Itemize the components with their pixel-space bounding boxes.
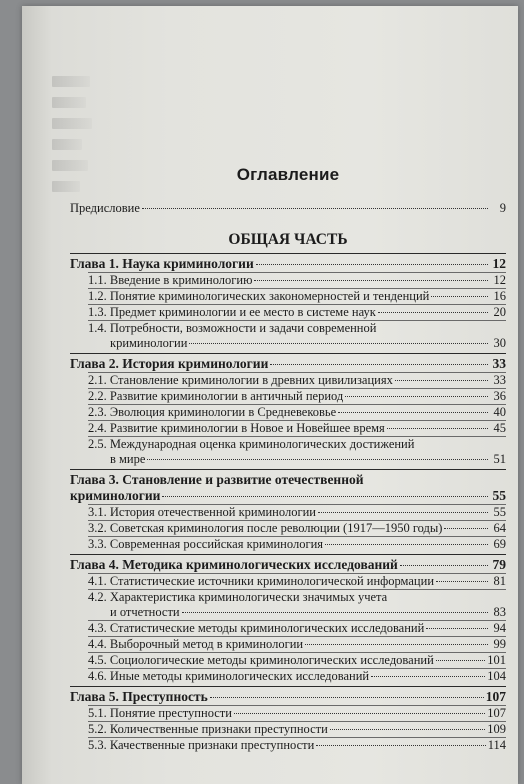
dot-leader: [426, 628, 488, 629]
chapter-page: 33: [492, 356, 506, 371]
section-title-line: [88, 653, 506, 668]
section-page: 30: [493, 336, 506, 350]
toc-section: [88, 304, 506, 320]
chapter-title-line: [70, 557, 506, 573]
section-title: 4.3. Статистические методы криминологических исследований: [88, 621, 425, 635]
section-title: 2.3. Эволюция криминологии в Средневековье: [88, 405, 337, 419]
section-title: 5.1. Понятие преступности: [88, 706, 232, 720]
toc-section: [88, 420, 506, 436]
toc-chapter: [70, 554, 506, 573]
section-page: 12: [493, 273, 506, 287]
section-page: 45: [493, 421, 506, 435]
dot-leader: [436, 581, 488, 582]
section-title-line: [88, 421, 506, 436]
section-title-line: [88, 336, 506, 351]
section-title: и отчетности: [110, 605, 180, 619]
chapter-title: Глава 3. Становление и развитие отечественной: [70, 472, 364, 487]
section-title: 4.6. Иные методы криминологических исследований: [88, 669, 370, 683]
toc-section: [88, 636, 506, 652]
dot-leader: [338, 412, 488, 413]
dot-leader: [147, 459, 488, 460]
toc-section: [88, 272, 506, 288]
toc-section: [88, 504, 506, 520]
toc-section: [88, 320, 506, 351]
section-title: 2.4. Развитие криминологии в Новое и Новейшее время: [88, 421, 385, 435]
section-page: 16: [493, 289, 506, 303]
section-page: 94: [493, 621, 506, 635]
dot-leader: [254, 280, 488, 281]
section-title-line: [88, 273, 506, 288]
section-page: 33: [493, 373, 506, 387]
dot-leader: [316, 745, 485, 746]
dot-leader: [162, 496, 488, 497]
section-title: 4.1. Статистические источники криминологической информации: [88, 574, 435, 588]
toc-chapter: [70, 353, 506, 372]
section-page: 69: [493, 537, 506, 551]
section-title: 4.2. Характеристика криминологически значимых учета: [88, 590, 388, 604]
dot-leader: [234, 713, 485, 714]
section-page: 81: [493, 574, 506, 588]
chapter-title-line: [70, 488, 506, 504]
section-title-line: [88, 452, 506, 467]
toc-section: [88, 372, 506, 388]
section-page: 40: [493, 405, 506, 419]
dot-leader: [325, 544, 488, 545]
chapter-title: криминологии: [70, 488, 161, 503]
dot-leader: [378, 312, 488, 313]
section-title-line: [88, 621, 506, 636]
section-title-line: [88, 305, 506, 320]
section-title: 1.4. Потребности, возможности и задачи современной: [88, 321, 377, 335]
toc-section: [88, 721, 506, 737]
section-title: 2.2. Развитие криминологии в античный период: [88, 389, 344, 403]
section-title: 2.1. Становление криминологии в древних цивилизациях: [88, 373, 393, 387]
section-page: 101: [487, 653, 506, 667]
toc-section: [88, 573, 506, 589]
section-title-line: [88, 389, 506, 404]
section-page: 99: [493, 637, 506, 651]
dot-leader: [189, 343, 488, 344]
toc-section: [88, 288, 506, 304]
chapter-title: Глава 4. Методика криминологических исследований: [70, 557, 398, 572]
toc-section: [88, 388, 506, 404]
dot-leader: [318, 512, 488, 513]
section-page: 51: [493, 452, 506, 466]
section-page: 104: [487, 669, 506, 683]
section-title: 4.5. Социологические методы криминологических исследований: [88, 653, 434, 667]
chapter-page: 107: [485, 689, 506, 704]
section-title: 1.3. Предмет криминологии и ее место в системе наук: [88, 305, 376, 319]
toc-section: [88, 668, 506, 684]
section-title: 1.1. Введение в криминологию: [88, 273, 253, 287]
book-page: [22, 6, 518, 784]
section-title-line: [88, 537, 506, 552]
dot-leader: [182, 612, 488, 613]
section-title-line: [88, 738, 506, 753]
toc-section: [88, 620, 506, 636]
toc-section: [88, 652, 506, 668]
dot-leader: [256, 264, 488, 265]
toc-entry-preface: [70, 201, 506, 216]
section-title-line: [88, 289, 506, 304]
section-title-line: [88, 574, 506, 589]
toc-section: [88, 705, 506, 721]
toc-section: [88, 536, 506, 552]
toc-section: [88, 404, 506, 420]
section-page: 20: [493, 305, 506, 319]
section-title-line: [88, 669, 506, 684]
dot-leader: [345, 396, 488, 397]
section-title-line: [88, 605, 506, 620]
section-title-line: [88, 405, 506, 420]
chapter-list: [70, 253, 506, 753]
section-title: 3.2. Советская криминология после революции (1917—1950 годы): [88, 521, 443, 535]
dot-leader: [395, 380, 488, 381]
section-page: 64: [493, 521, 506, 535]
section-title: 3.3. Современная российская криминология: [88, 537, 324, 551]
chapter-title: Глава 5. Преступность: [70, 689, 208, 704]
preface-page: 9: [499, 201, 506, 215]
toc-chapter: [70, 686, 506, 705]
section-title-line: [88, 373, 506, 388]
section-title: 3.1. История отечественной криминологии: [88, 505, 316, 519]
dot-leader: [431, 296, 488, 297]
section-title: 4.4. Выборочный метод в криминологии: [88, 637, 304, 651]
dot-leader: [444, 528, 488, 529]
section-page: 55: [493, 505, 506, 519]
section-page: 107: [487, 706, 506, 720]
section-title-line: [88, 637, 506, 652]
toc-section: [88, 737, 506, 753]
part-title: ОБЩАЯ ЧАСТЬ: [228, 231, 348, 248]
section-title-line: [88, 521, 506, 536]
chapter-title: Глава 1. Наука криминологии: [70, 256, 254, 271]
dot-leader: [436, 660, 485, 661]
chapter-page: 79: [492, 557, 506, 572]
toc-chapter: [70, 469, 506, 504]
dot-leader: [142, 208, 488, 209]
preface-label: Предисловие: [70, 201, 140, 215]
section-title: 1.2. Понятие криминологических закономерностей и тенденций: [88, 289, 430, 303]
dot-leader: [387, 428, 488, 429]
section-title-line: [88, 706, 506, 721]
section-title-line: [88, 722, 506, 737]
dot-leader: [270, 364, 488, 365]
section-title: в мире: [110, 452, 146, 466]
dot-leader: [305, 644, 488, 645]
section-page: 36: [493, 389, 506, 403]
chapter-page: 12: [492, 256, 506, 271]
section-title-line: [88, 505, 506, 520]
section-page: 83: [493, 605, 506, 619]
dot-leader: [210, 697, 484, 698]
toc-section: [88, 436, 506, 467]
chapter-title-line: [70, 689, 506, 705]
section-page: 114: [487, 738, 506, 752]
toc-chapter: [70, 253, 506, 272]
section-title: 2.5. Международная оценка криминологических достижений: [88, 437, 415, 451]
toc-title: Оглавление: [236, 165, 340, 184]
table-of-contents: [70, 161, 506, 753]
chapter-title: Глава 2. История криминологии: [70, 356, 269, 371]
chapter-title-line: [70, 256, 506, 272]
toc-section: [88, 589, 506, 620]
toc-section: [88, 520, 506, 536]
chapter-title-line: [70, 356, 506, 372]
dot-leader: [371, 676, 485, 677]
dot-leader: [400, 565, 488, 566]
dot-leader: [330, 729, 485, 730]
section-title: 5.3. Качественные признаки преступности: [88, 738, 315, 752]
chapter-page: 55: [492, 488, 506, 503]
section-title: 5.2. Количественные признаки преступности: [88, 722, 328, 736]
section-title: криминологии: [110, 336, 188, 350]
section-page: 109: [487, 722, 506, 736]
